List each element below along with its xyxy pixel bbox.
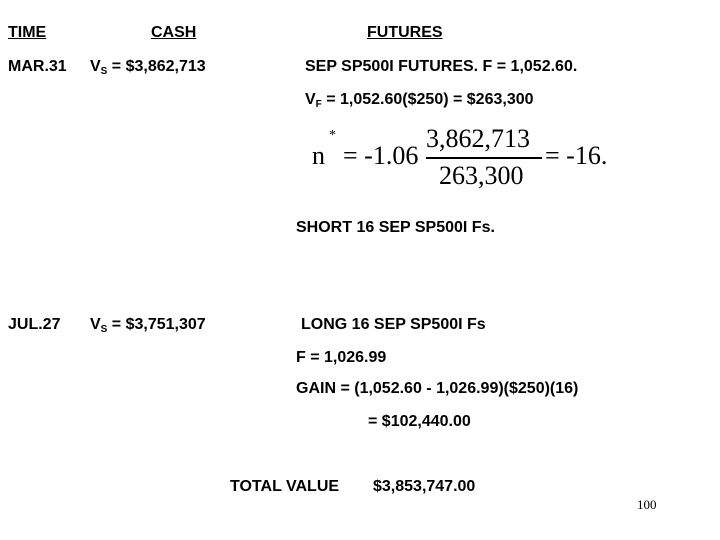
vf-sub: F — [315, 99, 322, 110]
row1-action: SHORT 16 SEP SP500I Fs. — [296, 219, 495, 236]
row2-cash-value — [90, 316, 206, 334]
formula-star: * — [329, 128, 336, 143]
row2-gain-formula: GAIN = (1,052.60 - 1,026.99)($250)(16) — [296, 380, 579, 397]
header-futures: FUTURES — [367, 24, 443, 41]
header-cash: CASH — [151, 24, 197, 41]
cash-amount: = $3,862,713 — [107, 58, 206, 75]
page-number: 100 — [637, 497, 657, 512]
hedge-ratio-formula — [312, 124, 632, 194]
formula-denominator: 263,300 — [439, 161, 524, 190]
formula-coefficient: = -1.06 — [343, 141, 419, 170]
header-time: TIME — [8, 24, 47, 41]
total-label: TOTAL VALUE — [230, 478, 340, 495]
row1-futures-price: SEP SP500I FUTURES. F = 1,052.60. — [305, 58, 578, 75]
row2-action: LONG 16 SEP SP500I Fs — [301, 316, 486, 333]
row1-cash-value — [90, 58, 206, 76]
vf-amount: = 1,052.60($250) = $263,300 — [321, 91, 534, 108]
cash-var: V — [90, 316, 101, 333]
row2-gain-value: = $102,440.00 — [368, 413, 471, 430]
row2-time: JUL.27 — [8, 316, 61, 333]
row2-futures-price: F = 1,026.99 — [296, 349, 387, 366]
fraction-bar — [426, 157, 542, 159]
vf-var: V — [305, 91, 316, 108]
cash-amount: = $3,751,307 — [107, 316, 206, 333]
formula-lhs: n — [312, 141, 325, 170]
cash-var: V — [90, 58, 101, 75]
cash-sub: S — [100, 324, 108, 335]
row1-futures-value — [305, 91, 534, 109]
total-value: $3,853,747.00 — [373, 478, 476, 495]
cash-sub: S — [100, 66, 108, 77]
formula-numerator: 3,862,713 — [426, 124, 530, 153]
row1-time: MAR.31 — [8, 58, 67, 75]
formula-result: = -16. — [545, 141, 608, 170]
